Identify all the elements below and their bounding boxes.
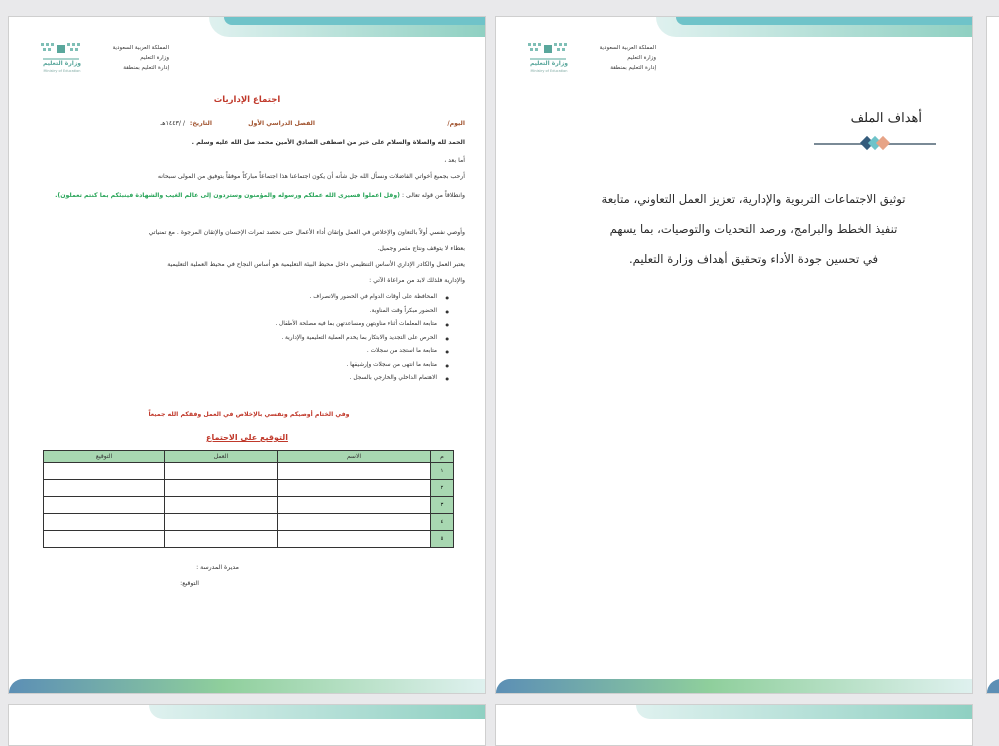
logo-text-ar: وزارة التعليم <box>42 60 82 67</box>
header-line-ministry: وزارة التعليم <box>627 55 656 61</box>
job-cell[interactable] <box>165 463 278 480</box>
job-cell[interactable] <box>165 514 278 531</box>
staff-line-2: والإدارية فلذلك لابد من مراعاة الآتي : <box>369 277 465 284</box>
footer-band <box>9 679 485 693</box>
list-item: ● الحرص على التجديد والابتكار بما يخدم العملية التعليمية والإدارية . <box>47 332 447 346</box>
name-cell[interactable] <box>278 514 431 531</box>
table-row <box>44 531 454 548</box>
ministry-logo <box>526 41 572 75</box>
header-line-country: المملكة العربية السعودية <box>599 45 656 51</box>
row-number: ٢ <box>431 480 454 497</box>
row-number: ١ <box>431 463 454 480</box>
meta-day: اليوم/ <box>447 120 465 127</box>
header-band <box>224 17 485 25</box>
name-cell[interactable] <box>278 531 431 548</box>
footer-band <box>496 679 972 693</box>
col-name: الاسم <box>278 451 431 463</box>
verse-intro: وانطلاقاً من قوله تعالى : <box>401 192 465 199</box>
list-item: ● الاهتمام الداخلي والخارجي بالسجل . <box>47 372 447 386</box>
document-page-next-left <box>8 704 486 746</box>
signature-cell[interactable] <box>44 463 165 480</box>
principal-label: مديرة المدرسة : <box>196 564 239 571</box>
principal-sign: التوقيع: <box>180 580 199 587</box>
job-cell[interactable] <box>165 480 278 497</box>
table-header-row <box>44 451 454 463</box>
row-number: ٣ <box>431 497 454 514</box>
verse-line <box>25 189 465 203</box>
closing-line: وفي الختام أوصيكم ونفسي بالإخلاص في العمل وفقكم الله جميعاً <box>148 411 350 418</box>
signature-title: التوقيع على الاجتماع <box>206 433 288 442</box>
table-row <box>44 497 454 514</box>
header-line-ministry: وزارة التعليم <box>140 55 169 61</box>
rules-list <box>47 291 447 386</box>
verse-text: (وقل اعملوا فسيرى الله عملكم ورسوله والمؤمنون وستردون إلى عالم الغيب والشهادة فينبئكم بما كنتم تعملون). <box>55 192 401 199</box>
header-line-country: المملكة العربية السعودية <box>112 45 169 51</box>
list-item: ● متابعة ما استجد من سجلات . <box>47 345 447 359</box>
meta-term: الفصل الدراسي الأول <box>248 120 315 127</box>
advice-line-2: بعطاء لا يتوقف ونتاج مثمر وجميل. <box>377 245 465 252</box>
list-item: ● متابعة المعلمات أثناء مناوبتهن ومساعدتهن بما فيه مصلحة الأطفال . <box>47 318 447 332</box>
logo-text-en: Ministry of Education <box>43 69 81 73</box>
header-band <box>636 705 972 719</box>
name-cell[interactable] <box>278 480 431 497</box>
row-number: ٥ <box>431 531 454 548</box>
list-item: ● متابعة ما انتهى من سجلات وإرشيفها . <box>47 359 447 373</box>
meta-date-label: التاريخ: <box>189 120 212 127</box>
logo-text-en: Ministry of Education <box>530 69 568 73</box>
job-cell[interactable] <box>165 531 278 548</box>
meeting-title: اجتماع الإداريات <box>213 95 281 105</box>
signature-cell[interactable] <box>44 480 165 497</box>
opening-line: الحمد لله والصلاة والسلام على خير من اصطفى الصادق الأمين محمد صل الله عليه وسلم . <box>191 139 465 146</box>
header-band <box>676 17 972 25</box>
meta-date-value: / /١٤٤٣هـ <box>160 120 185 127</box>
welcome-line: أرحب بجميع أخواتي الفاضلات ونسأل الله جل شأنه أن يكون اجتماعنا هذا اجتماعاً مباركاً موفقاً بتوفيق من المولى سبحانه <box>157 173 465 180</box>
table-row <box>44 480 454 497</box>
header-line-admin: إدارة التعليم بمنطقة <box>610 65 656 71</box>
row-number: ٤ <box>431 514 454 531</box>
header-band <box>149 705 485 719</box>
col-job: العمل <box>165 451 278 463</box>
document-page-next-right <box>495 704 973 746</box>
logo-text-ar: وزارة التعليم <box>529 60 569 67</box>
signature-cell[interactable] <box>44 514 165 531</box>
list-item: ● المحافظة على أوقات الدوام في الحضور والانصراف . <box>47 291 447 305</box>
list-item: ● الحضور مبكراً وقت المناوبة. <box>47 305 447 319</box>
col-number: م <box>431 451 454 463</box>
header-address <box>596 43 656 73</box>
signature-cell[interactable] <box>44 497 165 514</box>
col-signature: التوقيع <box>44 451 165 463</box>
name-cell[interactable] <box>278 497 431 514</box>
table-row <box>44 463 454 480</box>
header-address <box>109 43 169 73</box>
document-page-meeting <box>8 16 486 694</box>
document-page-side <box>986 16 999 694</box>
signature-table <box>43 450 454 548</box>
signature-cell[interactable] <box>44 531 165 548</box>
goals-title: أهداف الملف <box>850 111 922 126</box>
ama-bad: أما بعد ، <box>444 157 465 164</box>
advice-line-1: وأوصي نفسي أولاً بالتعاون والإخلاص في العمل وإتقان أداء الأعمال حتى نحصد ثمرات الإحسان والإتقان المرجوة . مع تمنياتي <box>148 229 465 236</box>
ministry-logo <box>39 41 85 75</box>
footer-band <box>987 679 999 693</box>
header-line-admin: إدارة التعليم بمنطقة <box>123 65 169 71</box>
table-row <box>44 514 454 531</box>
name-cell[interactable] <box>278 463 431 480</box>
staff-line-1: يعتبر العمل والكادر الإداري الأساس التنظيمي داخل محيط البيئة التعليمية هو أساس النجاح في محيط العملية التعليمية <box>167 261 465 268</box>
goals-body: توثيق الاجتماعات التربوية والإدارية، تعزيز العمل التعاوني، متابعة تنفيذ الخطط والبرامج، ورصد التحديات والتوصيات، بما يسهم في تحسين جودة الأداء وتحقيق أهداف وزارة التعليم. <box>601 192 906 266</box>
document-page-goals <box>495 16 973 694</box>
job-cell[interactable] <box>165 497 278 514</box>
